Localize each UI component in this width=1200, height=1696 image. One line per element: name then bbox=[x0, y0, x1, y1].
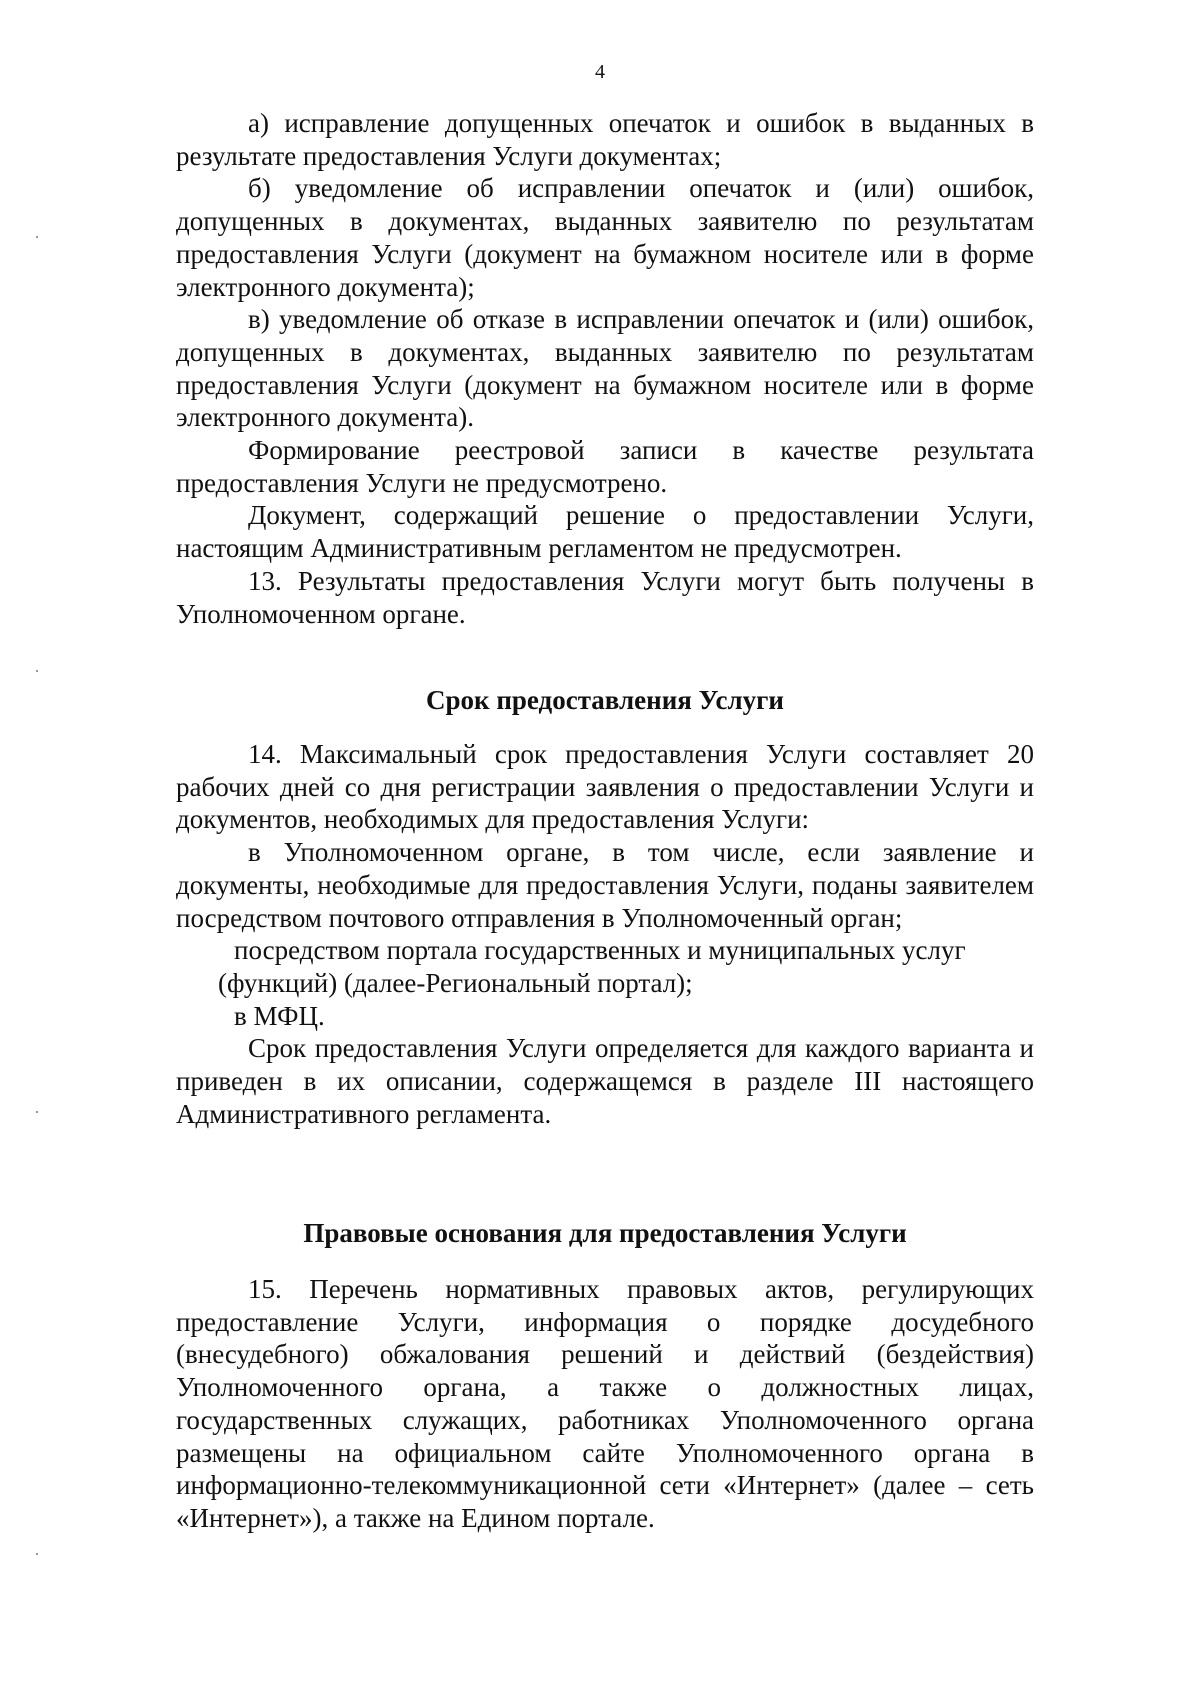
scan-margin-mark bbox=[36, 1553, 38, 1555]
paragraph-decision-document: Документ, содержащий решение о предоставлении Услуги, настоящим Административным регламентом не предусмотрен. bbox=[176, 500, 1034, 564]
paragraph-registry-record: Формирование реестровой записи в качестве результата предоставления Услуги не предусмотрено. bbox=[176, 435, 1034, 498]
page-number: 4 bbox=[595, 61, 605, 83]
paragraph-v: в) уведомление об отказе в исправлении опечаток и (или) ошибок, допущенных в документах, выданных заявителю по результатам предоставления Услуги (документ на бумажном носителе или в форме электронного документа). bbox=[176, 304, 1034, 433]
paragraph-14-mfc: в МФЦ. bbox=[234, 1000, 325, 1031]
paragraph-13: 13. Результаты предоставления Услуги могут быть получены в Уполномоченном органе. bbox=[176, 565, 1034, 629]
paragraph-15: 15. Перечень нормативных правовых актов, регулирующих предоставление Услуги, информация о порядке досудебного (внесудебного) обжалования решений и действий (бездействия) Уполномоченного органа, а также о должностных лицах, государственных служащих, работниках Уполномоченного органа размещены на официальном сайте Уполномоченного органа в информационно-телекоммуникационной сети «Интернет» (далее – сеть «Интернет»), а также на Едином портале. bbox=[176, 1274, 1034, 1533]
paragraph-14-authority: в Уполномоченном органе, в том числе, если заявление и документы, необходимые для предоставления Услуги, поданы заявителем посредством почтового отправления в Уполномоченный орган; bbox=[176, 837, 1034, 933]
paragraph-14-variants: Срок предоставления Услуги определяется для каждого варианта и приведен в их описании, содержащемся в разделе III настоящего Административного регламента. bbox=[176, 1033, 1034, 1129]
legal-basis-section bbox=[176, 1273, 1034, 1535]
term-section bbox=[176, 738, 1034, 1130]
results-list bbox=[176, 107, 1034, 630]
scan-margin-mark bbox=[36, 236, 38, 238]
section-heading-term: Срок предоставления Услуги bbox=[426, 685, 784, 715]
scan-margin-mark bbox=[36, 1111, 38, 1113]
paragraph-14: 14. Максимальный срок предоставления Услуги составляет 20 рабочих дней со дня регистрации заявления о предоставлении Услуги и документов, необходимых для предоставления Услуги: bbox=[176, 739, 1034, 835]
paragraph-a: а) исправление допущенных опечаток и ошибок в выданных в результате предоставления Услуги документах; bbox=[176, 108, 1034, 171]
paragraph-14-portal: посредством портала государственных и муниципальных услуг (функций) (далее-Региональный портал); bbox=[218, 935, 966, 998]
scan-margin-mark bbox=[36, 670, 38, 672]
section-heading-legal-basis: Правовые основания для предоставления Услуги bbox=[303, 1218, 907, 1248]
paragraph-b: б) уведомление об исправлении опечаток и (или) ошибок, допущенных в документах, выданных заявителю по результатам предоставления Услуги (документ на бумажном носителе или в форме электронного документа); bbox=[176, 173, 1034, 302]
